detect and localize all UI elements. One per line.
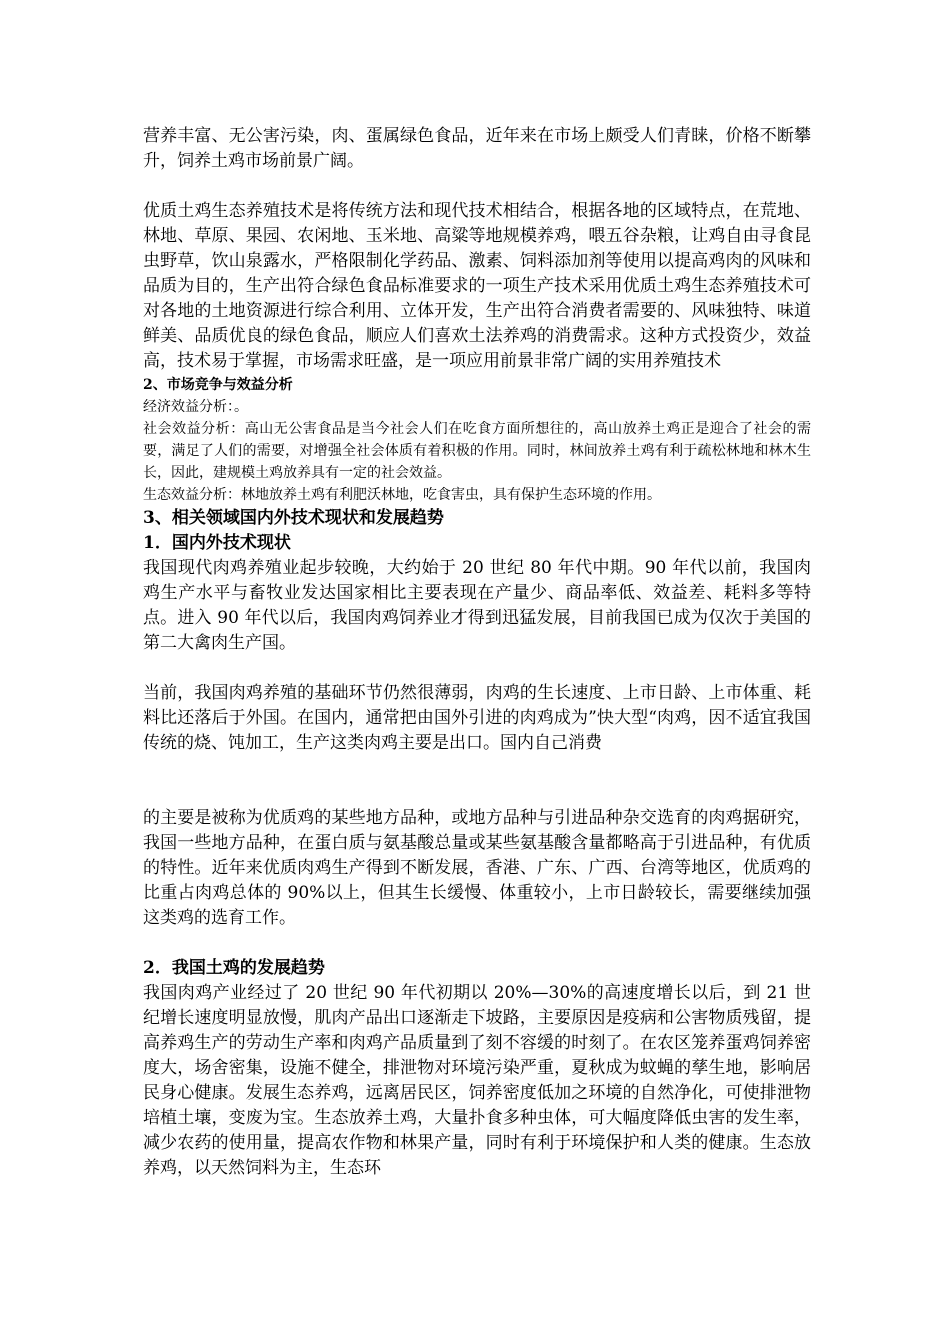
status-paragraph-3: 的主要是被称为优质鸡的某些地方品种，或地方品种与引进品种杂交选育的肉鸡据研究，我国一些地方品种，在蛋白质与氨基酸总量或某些氨基酸含量都略高于引进品种，有优质的特性。近年来优质肉鸡生产得到不断发展，香港、广东、广西、台湾等地区，优质鸡的比重占肉鸡总体的 90%以上，但其生长缓慢、体重较小，上市日龄较长，需要继续加强这类鸡的选育工作。 [143, 808, 811, 928]
status-paragraph-1: 我国现代肉鸡养殖业起步较晚，大约始于 20 世纪 80 年代中期。90 年代以前，我国肉鸡生产水平与畜牧业发达国家相比主要表现在产量少、商品率低、效益差、耗料多等特点。进入 90 年代以后，我国肉鸡饲养业才得到迅猛发展，目前我国已成为仅次于美国的第二大禽肉生产国。 [143, 558, 811, 653]
economic-benefit: 经济效益分析：。 [143, 399, 248, 415]
subheading-trend: 2．我国土鸡的发展趋势 [143, 958, 325, 978]
trend-paragraph: 我国肉鸡产业经过了 20 世纪 90 年代初期以 20%—30%的高速度增长以后，到 21 世纪增长速度明显放慢，肌肉产品出口逐渐走下坡路，主要原因是疫病和公害物质残留，提高养鸡生产的劳动生产率和肉鸡产品质量到了刻不容缓的时刻了。在农区笼养蛋鸡饲养密度大，场舍密集，设施不健全，排泄物对环境污染严重，夏秋成为蚊蝇的孳生地，影响居民身心健康。发展生态养鸡，远离居民区，饲养密度低加之环境的自然净化，可使排泄物培植土壤，变废为宝。生态放养土鸡，大量扑食多种虫体，可大幅度降低虫害的发生率，减少农药的使用量，提高农作物和林果产量，同时有利于环境保护和人类的健康。生态放养鸡，以天然饲料为主，生态环 [143, 983, 811, 1178]
social-benefit: 社会效益分析：高山无公害食品是当今社会人们在吃食方面所想往的，高山放养土鸡正是迎合了社会的需要，满足了人们的需要，对增强全社会体质有着积极的作用。同时，林间放养土鸡有利于疏松林地和林木生长，因此，建规模土鸡放养具有一定的社会效益。 [143, 421, 811, 481]
intro-paragraph: 营养丰富、无公害污染，肉、蛋属绿色食品，近年来在市场上颇受人们青睐，价格不断攀升，饲养土鸡市场前景广阔。 [143, 126, 811, 171]
spacer [143, 656, 811, 681]
status-paragraph-2: 当前，我国肉鸡养殖的基础环节仍然很薄弱，肉鸡的生长速度、上市日龄、上市体重、耗料比还落后于外国。在国内，通常把由国外引进的肉鸡成为”快大型“肉鸡，因不适宜我国传统的烧、饨加工，生产这类肉鸡主要是出口。国内自己消费 [143, 683, 811, 753]
subheading-tech-status: 1．国内外技术现状 [143, 533, 291, 553]
spacer [143, 756, 811, 806]
spacer [143, 931, 811, 956]
section-heading-market: 2、市场竞争与效益分析 [143, 377, 293, 393]
technique-paragraph: 优质土鸡生态养殖技术是将传统方法和现代技术相结合，根据各地的区域特点，在荒地、林地、草原、果园、农闲地、玉米地、高粱等地规模养鸡，喂五谷杂粮，让鸡自由寻食昆虫野草，饮山泉露水，严格限制化学药品、激素、饲料添加剂等使用以提高鸡肉的风味和品质为目的，生产出符合绿色食品标准要求的一项生产技术采用优质土鸡生态养殖技术可对各地的土地资源进行综合利用、立体开发，生产出符合消费者需要的、风味独特、味道鲜美、品质优良的绿色食品，顺应人们喜欢土法养鸡的消费需求。这种方式投资少，效益高，技术易于掌握，市场需求旺盛，是一项应用前景非常广阔的实用养殖技术 [143, 201, 811, 371]
spacer [143, 174, 811, 199]
document-page [143, 124, 811, 1181]
section-heading-status-trends: 3、相关领域国内外技术现状和发展趋势 [143, 508, 444, 528]
ecological-benefit: 生态效益分析：林地放养土鸡有利肥沃林地，吃食害虫，具有保护生态环境的作用。 [143, 487, 661, 503]
